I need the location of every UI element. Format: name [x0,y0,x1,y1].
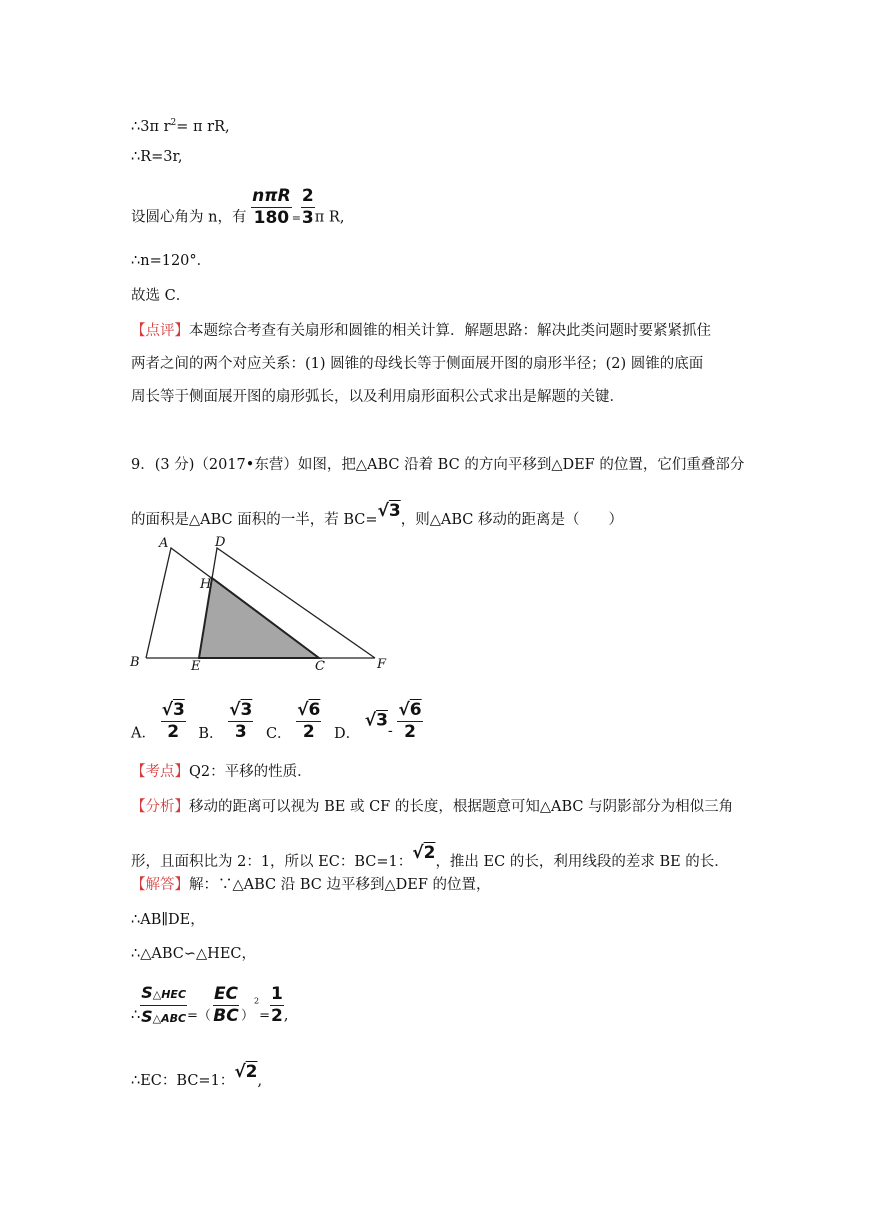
close-paren: ） [241,1008,255,1024]
label-b: B [130,655,140,670]
numerator: √3 [229,700,253,720]
option-b-letter[interactable]: B． [198,725,224,742]
review-line-3: 周长等于侧面展开图的扇形弧长，以及利用扇形面积公式求出是解题的关键． [131,389,624,405]
denominator: 2 [302,722,315,742]
fraction-2-3 [301,186,315,229]
radicand: 3 [172,700,185,720]
fraction-npiR-180 [251,186,292,229]
text: Q2：平移的性质． [189,764,312,780]
text: 移动的距离可以视为 BE 或 CF 的长度，根据题意可知△ABC 与阴影部分为相似三角 [189,799,734,815]
option-c-letter[interactable]: C． [265,725,292,742]
denominator: 2 [167,722,180,742]
fenxi-tag: 【分析】 [131,799,189,815]
minus-sign: - [387,723,393,740]
numerator: 1 [271,984,283,1004]
numerator: √6 [398,700,422,720]
s-symbol: S [141,983,153,1002]
text: 本题综合考查有关扇形和圆锥的相关计算．解题思路：解决此类问题时要紧紧抓住 [189,323,711,339]
area-ratio-line [131,982,289,1029]
review-line-2: 两者之间的两个对应关系：(1) 圆锥的母线长等于侧面展开图的扇形半径；(2) 圆锥的底面 [131,356,704,372]
exponent: 2 [170,118,177,128]
jieda-line-2: ∴AB∥DE， [131,912,205,928]
option-d-letter[interactable]: D． [333,725,361,742]
equals-sign: = [259,1008,271,1024]
text: 的面积是△ABC 面积的一半，若 BC= [131,512,378,528]
kaodian-line [131,762,312,782]
comma: , [257,1073,263,1089]
label-f: F [377,657,387,672]
denominator: 180 [253,208,290,228]
denominator: 3 [301,208,314,228]
fraction-ec-bc [213,984,239,1027]
s-symbol: S [141,1007,153,1026]
ec-bc-ratio-line [131,1062,262,1091]
fenxi-line-2 [131,843,729,872]
radicand: 3 [240,700,253,720]
option-b-fraction[interactable] [228,700,253,743]
answer-options [131,700,423,744]
sqrt-2: √2 [412,843,436,863]
solution-line-1 [131,113,230,137]
option-d-sqrt[interactable]: √3 [364,710,388,731]
solution-line-4: ∴n=120°． [131,253,212,269]
jieda-line-3: ∴△ABC∽△HEC， [131,946,256,962]
denominator [140,1006,187,1029]
solution-line-5: 故选 C． [131,288,191,304]
text: ∴3π r [131,119,171,135]
comma: , [283,1007,289,1024]
numerator: √6 [297,700,321,720]
translation-triangle-figure [125,532,395,678]
solution-line-3 [131,186,344,229]
fenxi-line-1 [131,797,733,817]
radicand: 6 [308,700,321,720]
review-tag: 【点评】 [131,323,189,339]
shaded-triangle-hec [199,578,319,658]
numerator: EC [213,984,239,1004]
jieda-line [131,875,491,895]
radicand: 2 [423,843,436,863]
numerator: √3 [161,700,185,720]
numerator: 2 [301,186,314,206]
subscript: △HEC [152,988,187,1001]
exponent: 2 [254,996,260,1006]
label-d: D [215,535,226,550]
label-a: A [159,536,169,551]
radicand: 3 [376,710,388,731]
denominator: BC [213,1006,239,1026]
question-9-line-1: 9．(3 分)（2017•东营）如图，把△ABC 沿着 BC 的方向平移到△DEF 的位置，它们重叠部分 [131,457,745,473]
sqrt-2: √2 [234,1062,258,1082]
text: ∴EC：BC=1： [131,1073,235,1089]
text: 形，且面积比为 2：1，所以 EC：BC=1： [131,854,413,870]
equals-paren: =（ [187,1008,211,1024]
radicand: 6 [409,700,422,720]
option-d-fraction[interactable] [397,700,422,743]
fraction-1-2 [270,984,284,1027]
question-9-line-2 [131,501,623,530]
denominator: 2 [404,722,416,742]
review-line-1 [131,321,711,341]
equals-sign: = [291,211,301,225]
radicand: 2 [245,1062,258,1082]
subscript: △ABC [152,1012,187,1025]
jieda-tag: 【解答】 [131,877,189,893]
text: = π rR, [176,119,230,135]
option-a-fraction[interactable] [161,700,186,743]
text: 解：∵△ABC 沿 BC 边平移到△DEF 的位置， [189,877,491,893]
label-c: C [315,659,325,674]
radicand: 3 [388,501,401,521]
numerator [140,982,187,1006]
text: π R, [314,209,345,226]
therefore-sign: ∴ [131,1007,141,1024]
text: ，则△ABC 移动的距离是（ ） [400,512,623,528]
denominator: 2 [271,1006,283,1026]
denominator: 3 [234,722,247,742]
numerator: nπR [252,186,291,206]
label-e: E [191,659,201,674]
option-a-letter[interactable]: A． [131,725,156,742]
solution-line-2: ∴R=3r, [131,149,183,165]
fraction-area-ratio [140,982,187,1029]
text: ，推出 EC 的长，利用线段的差求 BE 的长． [435,854,729,870]
sqrt-3: √3 [377,501,401,521]
option-c-fraction[interactable] [296,700,321,743]
label-h: H [200,577,212,592]
text: 设圆心角为 n，有 [131,209,247,226]
kaodian-tag: 【考点】 [131,764,189,780]
